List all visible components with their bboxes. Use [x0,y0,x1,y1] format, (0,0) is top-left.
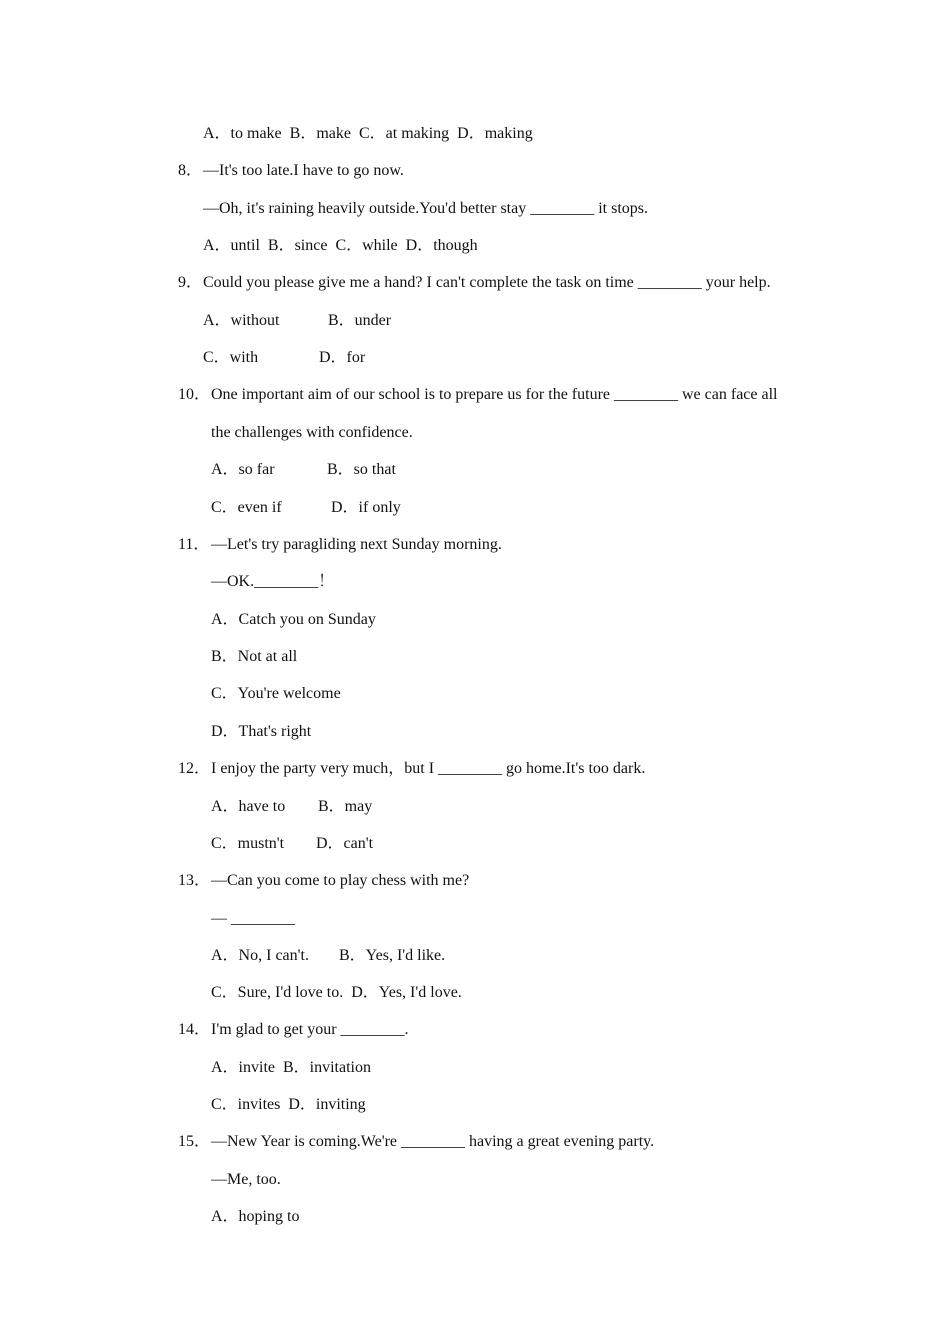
q8-line2: —Oh, it's raining heavily outside.You'd better stay ________ it stops. [203,200,649,217]
q9-option-d: D．for [319,349,366,366]
q13-option-b: B．Yes, I'd like. [339,947,446,964]
q8-options: A．until B．since C．while D．though [203,237,478,254]
q15-number: 15． [178,1133,211,1150]
q10-option-c: C．even if [211,499,282,516]
q14-options-line2: C．invites D．inviting [211,1096,366,1113]
q11-number: 11． [178,536,210,553]
q10-option-b: B．so that [327,461,396,478]
q12-stem: I enjoy the party very much，but I ________ go home.It's too dark. [211,760,646,777]
q8-number: 8． [178,162,203,179]
q10-stem-line2: the challenges with confidence. [211,424,413,441]
q10-stem-line1: One important aim of our school is to prepare us for the future ________ we can face all [211,386,778,403]
q9-stem: Could you please give me a hand? I can't complete the task on time ________ your help. [203,274,771,291]
q13-options-cd: C．Sure, I'd love to. D．Yes, I'd love. [211,984,462,1001]
q11-option-b: B．Not at all [211,648,298,665]
q14-stem: I'm glad to get your ________. [211,1021,409,1038]
q14-number: 14． [178,1021,211,1038]
q12-option-b: B．may [318,798,373,815]
q14-options-line1: A．invite B．invitation [211,1059,371,1076]
q11-line1: —Let's try paragliding next Sunday morning. [211,536,502,553]
q9-option-b: B．under [328,312,392,329]
q10-option-a: A．so far [211,461,275,478]
q11-line2: —OK.________！ [211,573,335,590]
q15-line1: —New Year is coming.We're ________ having a great evening party. [211,1133,655,1150]
q15-line2: —Me, too. [211,1171,281,1188]
q12-option-a: A．have to [211,798,286,815]
q13-line2: — ________ [211,910,295,927]
q12-option-d: D．can't [316,835,374,852]
q9-number: 9． [178,274,203,291]
q13-line1: —Can you come to play chess with me? [211,872,470,889]
q8-line1: —It's too late.I have to go now. [203,162,404,179]
q13-number: 13． [178,872,211,889]
q12-option-c: C．mustn't [211,835,285,852]
q13-option-a: A．No, I can't. [211,947,309,964]
q11-option-d: D．That's right [211,723,312,740]
q10-number: 10． [178,386,211,403]
q7-options: A．to make B．make C．at making D．making [203,125,533,142]
q11-option-c: C．You're welcome [211,685,341,702]
q15-option-a: A．hoping to [211,1208,300,1225]
q9-option-c: C．with [203,349,259,366]
q10-option-d: D．if only [331,499,401,516]
q11-option-a: A．Catch you on Sunday [211,611,376,628]
q9-option-a: A．without [203,312,280,329]
q12-number: 12． [178,760,211,777]
